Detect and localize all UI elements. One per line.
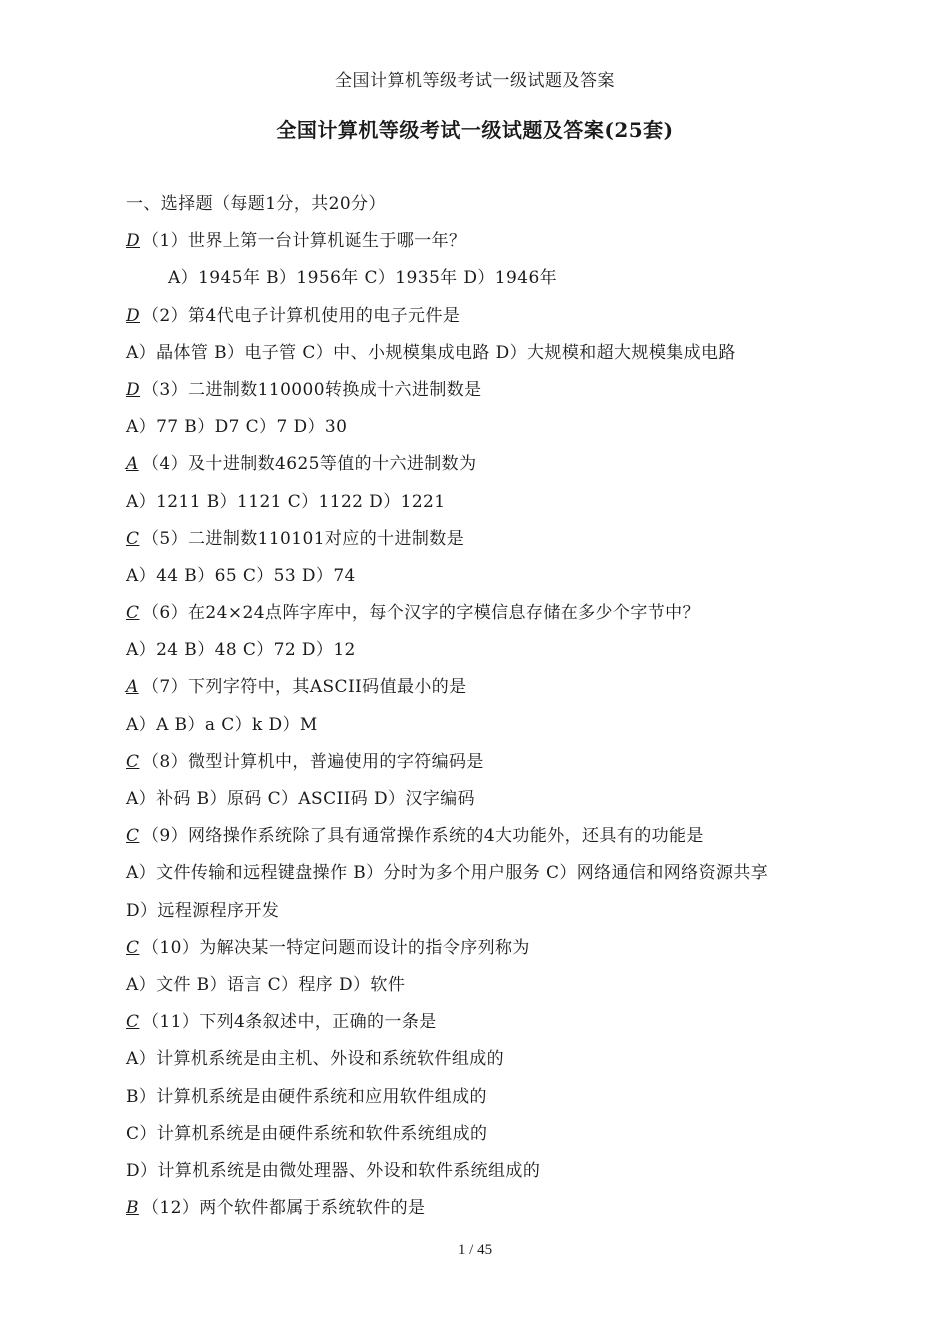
question-2-options: A）晶体管 B）电子管 C）中、小规模集成电路 D）大规模和超大规模集成电路 <box>126 342 736 363</box>
page-number: 1 / 45 <box>457 1242 493 1258</box>
question-7 <box>126 669 886 706</box>
question-list <box>126 186 886 1227</box>
question-11 <box>126 1004 886 1041</box>
question-8-options: A）补码 B）原码 C）ASCII码 D）汉字编码 <box>126 789 475 809</box>
question-1-options: A）1945年 B）1956年 C）1935年 D）1946年 <box>168 268 558 289</box>
question-text: （2）第4代电子计算机使用的电子元件是 <box>142 305 461 326</box>
answer-mark: C <box>126 826 140 847</box>
question-5 <box>126 521 886 558</box>
question-text: （4）及十进制数4625等值的十六进制数为 <box>142 454 477 475</box>
question-7-options: A）A B）a C）k D）M <box>126 714 318 735</box>
question-9-options: A）文件传输和远程键盘操作 B）分时为多个用户服务 C）网络通信和网络资源共享 <box>126 863 769 884</box>
answer-mark: D <box>126 379 141 400</box>
question-11-options: B）计算机系统是由硬件系统和应用软件组成的 <box>126 1086 487 1107</box>
answer-mark: D <box>126 231 141 252</box>
question-4-options: A）1211 B）1121 C）1122 D）1221 <box>126 491 446 512</box>
answer-mark: A <box>126 454 139 475</box>
question-3-options: A）77 B）D7 C）7 D）30 <box>126 417 348 438</box>
question-9 <box>126 818 886 855</box>
answer-mark: D <box>126 305 141 326</box>
answer-mark: C <box>126 937 140 958</box>
section-heading: 一、选择题（每题1分，共20分） <box>126 194 386 214</box>
answer-mark: C <box>126 603 140 624</box>
question-5-options: A）44 B）65 C）53 D）74 <box>126 565 356 586</box>
question-4 <box>126 446 886 483</box>
question-1 <box>126 223 886 260</box>
question-10 <box>126 930 886 967</box>
question-text: （12）两个软件都属于系统软件的是 <box>142 1198 426 1219</box>
question-11-options: C）计算机系统是由硬件系统和软件系统组成的 <box>126 1123 488 1144</box>
question-10-options: A）文件 B）语言 C）程序 D）软件 <box>126 974 406 995</box>
question-6-options: A）24 B）48 C）72 D）12 <box>126 640 356 661</box>
question-text: （11）下列4条叙述中，正确的一条是 <box>142 1012 437 1033</box>
question-text: （1）世界上第一台计算机诞生于哪一年？ <box>142 231 467 252</box>
document-title: 全国计算机等级考试一级试题及答案(25套) <box>276 118 674 142</box>
question-text: （8）微型计算机中，普遍使用的字符编码是 <box>142 751 484 772</box>
answer-mark: C <box>126 528 140 549</box>
question-9-options: D）远程源程序开发 <box>126 900 280 921</box>
question-12 <box>126 1190 886 1227</box>
questions-container <box>126 223 886 1227</box>
question-11-options: A）计算机系统是由主机、外设和系统软件组成的 <box>126 1049 505 1070</box>
question-3 <box>126 372 886 409</box>
question-text: （5）二进制数110101对应的十进制数是 <box>142 528 465 549</box>
answer-mark: C <box>126 1012 140 1033</box>
question-text: （10）为解决某一特定问题而设计的指令序列称为 <box>142 937 530 958</box>
question-text: （3）二进制数110000转换成十六进制数是 <box>142 379 482 400</box>
question-8 <box>126 744 886 781</box>
page-header: 全国计算机等级考试一级试题及答案 <box>335 71 615 91</box>
question-11-options: D）计算机系统是由微处理器、外设和软件系统组成的 <box>126 1160 541 1181</box>
question-text: （9）网络操作系统除了具有通常操作系统的4大功能外，还具有的功能是 <box>142 826 704 847</box>
question-6 <box>126 595 886 632</box>
question-text: （6）在24×24点阵字库中，每个汉字的字模信息存储在多少个字节中？ <box>142 603 700 624</box>
answer-mark: C <box>126 751 140 772</box>
answer-mark: B <box>126 1198 139 1219</box>
answer-mark: A <box>126 677 139 698</box>
question-text: （7）下列字符中，其ASCII码值最小的是 <box>142 677 467 698</box>
question-2 <box>126 298 886 335</box>
